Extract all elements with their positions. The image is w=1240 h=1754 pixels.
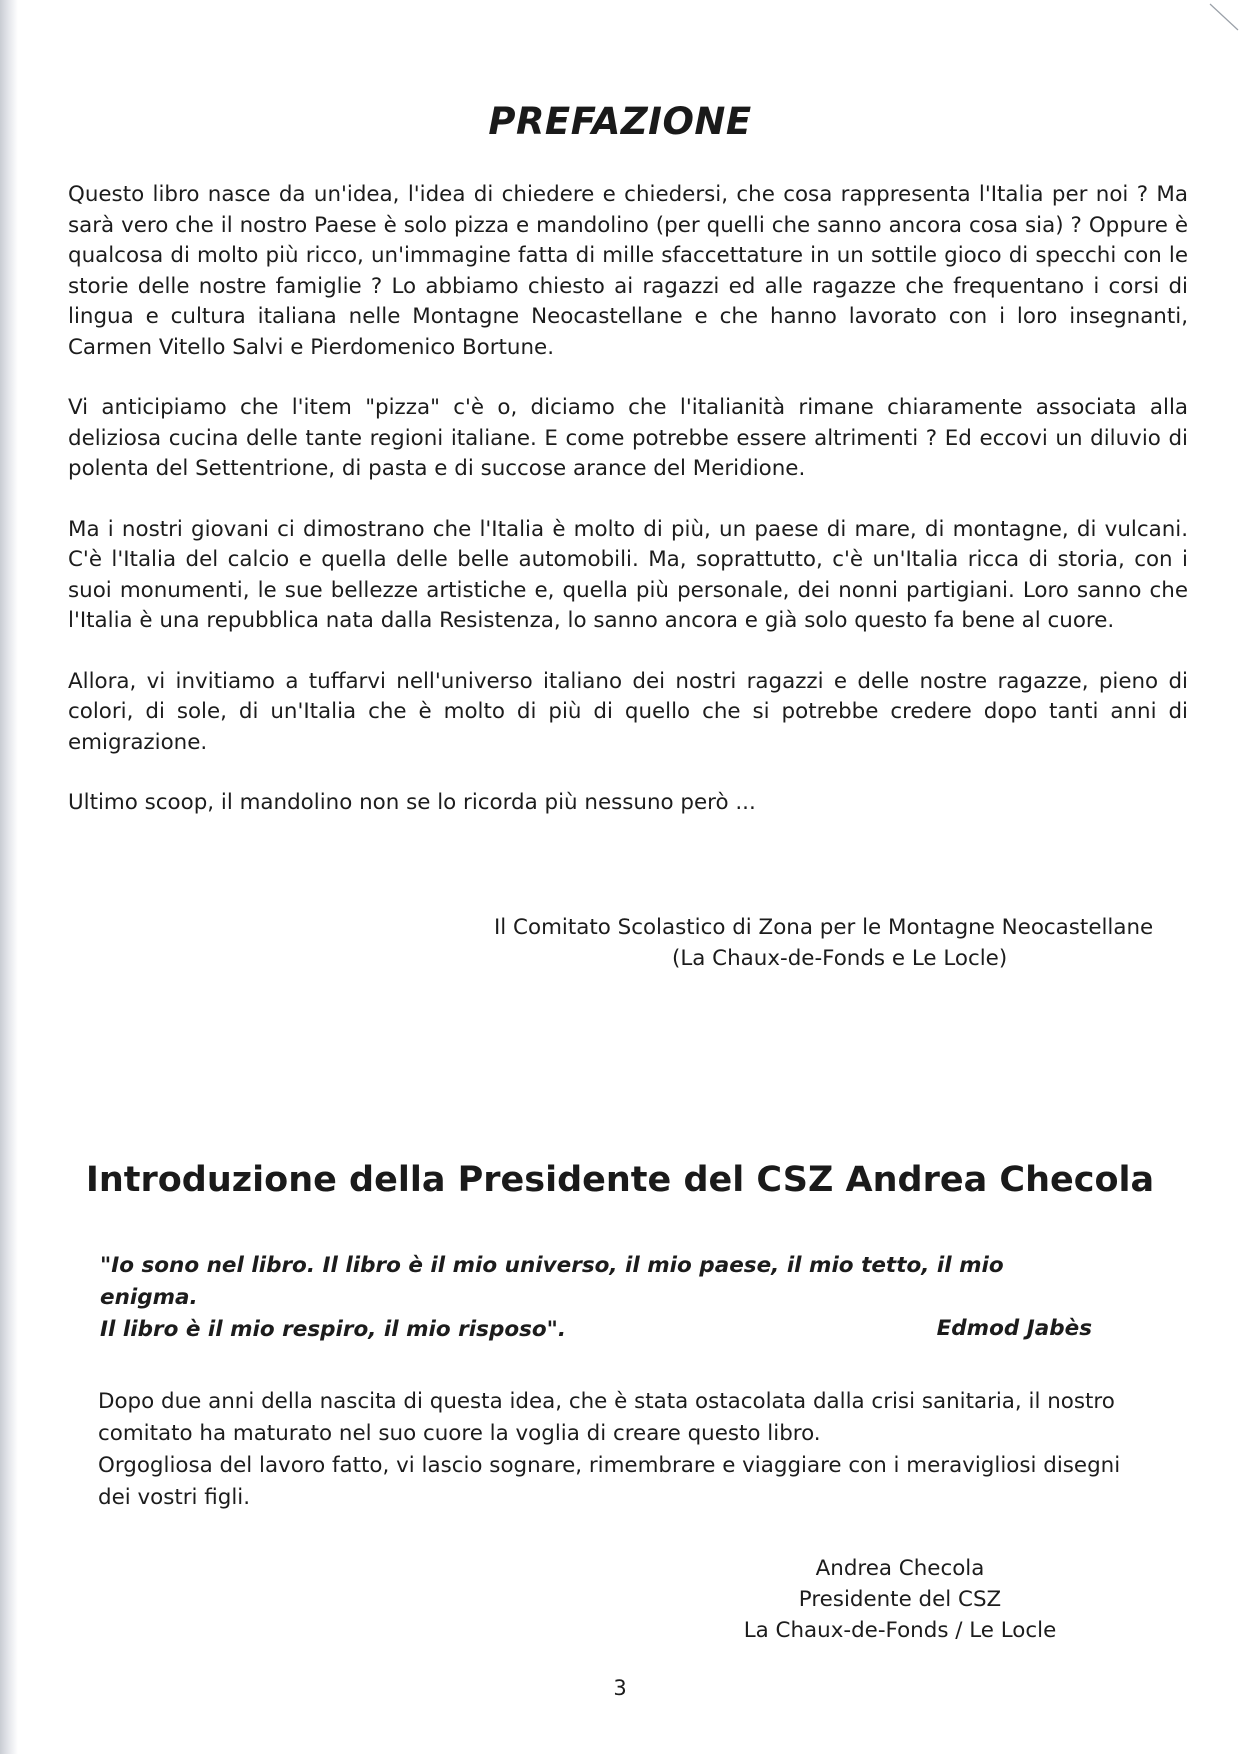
- preface-body: [68, 180, 1188, 819]
- quote-line: "Io sono nel libro. Il libro è il mio universo, il mio paese, il mio tetto, il mio enigma.: [100, 1253, 1004, 1310]
- introduction-signature: [700, 1553, 1100, 1646]
- page-number: 3: [613, 1676, 627, 1700]
- quote-author: Edmod Jabès: [936, 1316, 1092, 1341]
- preface-title: PREFAZIONE: [488, 100, 752, 143]
- preface-paragraph: Vi anticipiamo che l'item "pizza" c'è o, diciamo che l'italianità rimane chiaramente associata alla deliziosa cucina delle tante regioni italiane. E come potrebbe essere altrimenti ? Ed eccovi un diluvio di polenta del Settentrione, di pasta e di succose arance del Meridione.: [68, 395, 1188, 481]
- introduction-line: dei vostri figli.: [98, 1485, 251, 1510]
- signature-name: Andrea Checola: [815, 1556, 985, 1581]
- introduction-line: Orgogliosa del lavoro fatto, vi lascio sognare, rimembrare e viaggiare con i meravigliosi disegni: [98, 1453, 1121, 1478]
- introduction-title: Introduzione della Presidente del CSZ Andrea Checola: [85, 1160, 1155, 1200]
- introduction-body: [98, 1386, 1158, 1514]
- introduction-line: Dopo due anni della nascita di questa idea, che è stata ostacolata dalla crisi sanitaria, il nostro: [98, 1389, 1115, 1414]
- introduction-line: comitato ha maturato nel suo cuore la voglia di creare questo libro.: [98, 1421, 821, 1446]
- preface-paragraph: Allora, vi invitiamo a tuffarvi nell'universo italiano dei nostri ragazzi e delle nostre ragazze, pieno di colori, di sole, di un'Italia che è molto di più di quello che si potrebbe credere dopo tanti anni di emigrazione.: [68, 668, 1188, 755]
- preface-paragraph: Ultimo scoop, il mandolino non se lo ricorda più nessuno però ...: [68, 790, 756, 815]
- preface-paragraph: Ma i nostri giovani ci dimostrano che l'Italia è molto di più, un paese di mare, di montagne, di vulcani. C'è l'Italia del calcio e quella delle belle automobili. Ma, soprattutto, c'è un'Italia ricca di storia, con i suoi monumenti, le sue bellezze artistiche e, quella più personale, dei nonni partigiani. Loro sanno che l'Italia è una repubblica nata dalla Resistenza, lo sanno ancora e già solo questo fa bene al cuore.: [68, 516, 1188, 633]
- preface-signature: [490, 912, 1190, 974]
- preface-signature-location: (La Chaux-de-Fonds e Le Locle): [672, 946, 1008, 971]
- preface-paragraph: Questo libro nasce da un'idea, l'idea di chiedere e chiedersi, che cosa rappresenta l'Italia per noi ? Ma sarà vero che il nostro Paese è solo pizza e mandolino (per quelli che sanno ancora cosa sia) ? Oppure è qualcosa di molto più ricco, un'immagine fatta di mille sfaccettature in un sottile gioco di specchi con le storie delle nostre famiglie ? Lo abbiamo chiesto ai ragazzi ed alle ragazze che frequentano i corsi di lingua e cultura italiana nelle Montagne Neocastellane e che hanno lavorato con i loro insegnanti, Carmen Vitello Salvi e Pierdomenico Bortune.: [68, 182, 1188, 360]
- signature-place: La Chaux-de-Fonds / Le Locle: [743, 1618, 1057, 1643]
- preface-signature-committee: Il Comitato Scolastico di Zona per le Montagne Neocastellane: [494, 915, 1154, 940]
- quote-line: Il libro è il mio respiro, il mio risposo".: [100, 1317, 567, 1342]
- signature-role: Presidente del CSZ: [798, 1587, 1002, 1612]
